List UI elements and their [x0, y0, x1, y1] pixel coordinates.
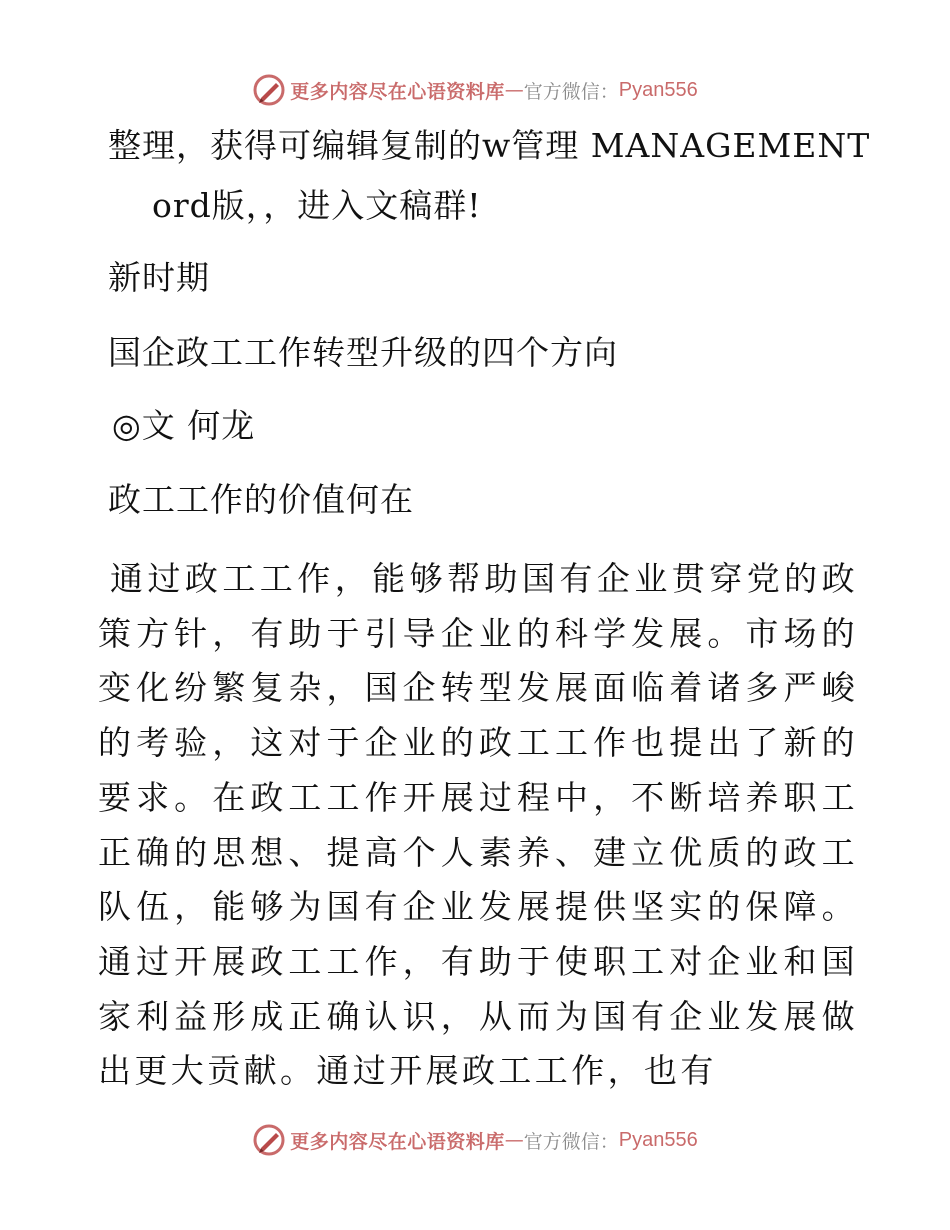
article-title: 国企政工工作转型升级的四个方向: [108, 333, 618, 372]
author-line: ◎文 何龙: [112, 406, 256, 445]
banner-separator: —: [504, 79, 524, 101]
doc-line-2: ord版，，进入文稿群!: [152, 186, 482, 225]
section-label: 新时期: [108, 258, 210, 297]
doc-line-1: 整理，获得可编辑复制的w管理 MANAGEMENT: [108, 126, 871, 165]
banner-label: 官方微信：: [523, 1130, 619, 1153]
banner-text: 更多内容尽在心语资料库: [290, 80, 505, 103]
section-heading: 政工工作的价值何在: [108, 480, 414, 519]
banner-wechat: Pyan556: [618, 1128, 698, 1151]
banner-text: 更多内容尽在心语资料库: [290, 1130, 505, 1153]
banner-separator: —: [504, 1129, 524, 1151]
pen-logo-icon: [252, 1123, 286, 1157]
body-paragraph: 通过政工工作，能够帮助国有企业贯穿党的政策方针，有助于引导企业的科学发展。市场的变化纷繁复杂，国企转型发展面临着诸多严峻的考验，这对于企业的政工工作也提出了新的要求。在政工工作开展过程中，不断培养职工正确的思想、提高个人素养、建立优质的政工队伍，能够为国有企业发展提供坚实的保障。通过开展政工工作，有助于使职工对企业和国家利益形成正确认识，从而为国有企业发展做出更大贡献。通过开展政工工作，也有: [98, 559, 858, 1091]
banner-label: 官方微信：: [523, 80, 619, 103]
pen-logo-icon: [252, 73, 286, 107]
banner-wechat: Pyan556: [618, 78, 698, 101]
footer-banner: [0, 1120, 950, 1160]
header-banner: [0, 70, 950, 110]
